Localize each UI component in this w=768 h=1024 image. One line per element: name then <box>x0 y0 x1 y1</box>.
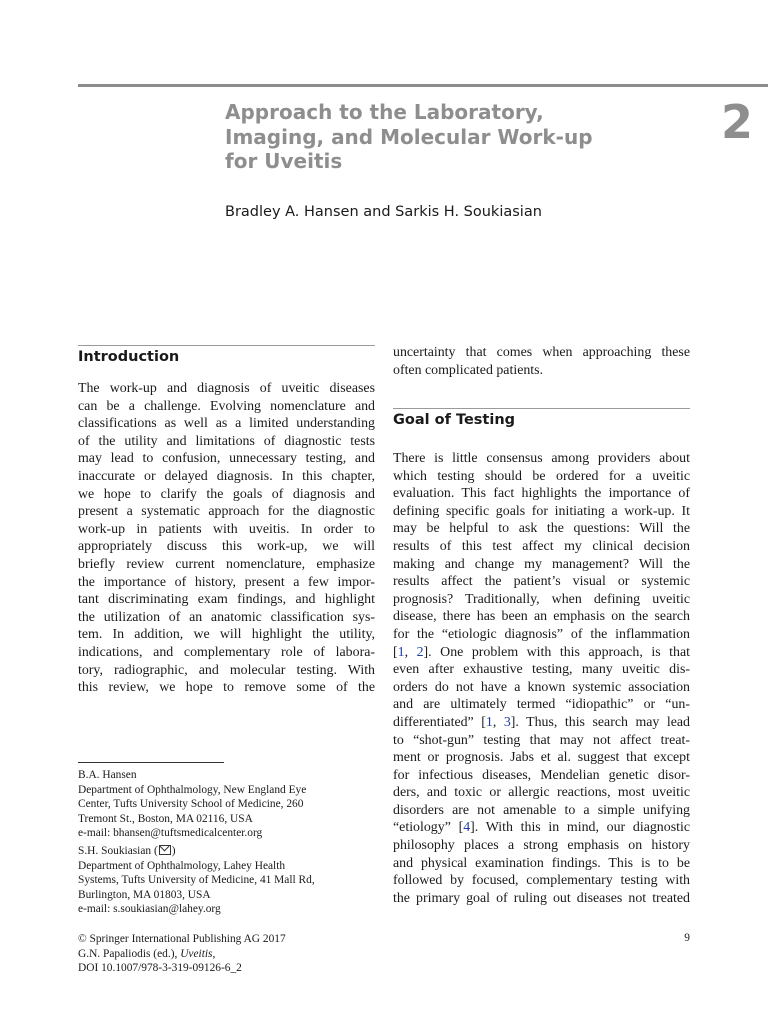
text-segment: orders do not have a known systemic association <box>393 679 690 695</box>
text-line: The work-up and diagnosis of uveitic diseases <box>78 381 375 396</box>
book-title: Uveitis <box>180 947 213 960</box>
citation-link[interactable]: 4 <box>463 820 471 836</box>
text-line <box>393 468 690 486</box>
text-segment: differentiated” [ <box>393 714 486 730</box>
chapter-title-line: for Uveitis <box>225 149 343 173</box>
footnote-rule <box>78 762 224 763</box>
text-segment: , <box>492 714 504 730</box>
text-line <box>393 855 690 873</box>
book-citation: G.N. Papaliodis (ed.), Uveitis, <box>78 947 216 960</box>
text-segment: , <box>404 644 417 660</box>
copyright: © Springer International Publishing AG 2017 <box>78 933 286 945</box>
citation-link[interactable]: 3 <box>503 714 511 730</box>
text-line <box>393 608 690 626</box>
goal-of-testing-body <box>393 450 690 907</box>
text-line: tant discriminating exam findings, and highlight <box>78 592 375 608</box>
text-line <box>393 696 690 714</box>
text-line: present a systematic approach for the diagnostic <box>78 504 375 520</box>
affiliation-line: Department of Ophthalmology, Lahey Health <box>78 859 286 872</box>
text-line: indications, and complementary role of labora- <box>78 644 375 660</box>
section-heading-introduction: Introduction <box>78 349 180 365</box>
text-segment: making and change my management? Will the <box>393 556 690 572</box>
text-segment: to “shot-gun” testing that may not affect treat- <box>393 732 690 748</box>
text-line <box>393 626 690 644</box>
text-segment: the primary goal of ruling out diseases not treated <box>393 890 690 906</box>
text-line <box>393 784 690 802</box>
text-line <box>393 714 690 732</box>
text-segment: and are ultimately termed “idiopathic” or “un- <box>393 697 690 713</box>
affiliation-line: Systems, Tufts University of Medicine, 41 Mall Rd, <box>78 874 315 887</box>
text-line <box>393 679 690 697</box>
text-line <box>393 802 690 820</box>
section-heading-goal-of-testing: Goal of Testing <box>393 412 516 428</box>
email[interactable]: e-mail: s.soukiasian@lahey.org <box>78 903 221 916</box>
text-line <box>393 591 690 609</box>
text-segment: ]. One problem with this approach, is that <box>423 644 690 660</box>
text-line: tem. In addition, we will highlight the utility, <box>78 627 375 643</box>
envelope-icon <box>159 845 171 855</box>
text-segment: ]. With this in mind, our diagnostic <box>470 820 690 836</box>
affiliation-line: Department of Ophthalmology, New England Eye <box>78 783 307 796</box>
text-line <box>393 661 690 679</box>
chapter-title-line: Imaging, and Molecular Work-up <box>225 124 593 149</box>
text-line <box>393 520 690 538</box>
text-line <box>393 732 690 750</box>
text-segment: ders, and toxic or allergic reactions, most uveitic <box>393 785 690 801</box>
text-line <box>393 450 690 468</box>
text-segment: disorders are not amenable to a simple unifying <box>393 802 690 818</box>
text-segment: ment or prognosis. Jabs et al. suggest that except <box>393 750 690 766</box>
doi[interactable]: DOI 10.1007/978-3-319-09126-6_2 <box>78 962 242 975</box>
chapter-title-line: Approach to the Laboratory, <box>225 100 544 124</box>
affiliation-hansen <box>78 768 306 841</box>
affiliation-line: B.A. Hansen <box>78 769 137 781</box>
text-segment: ]. Thus, this search may lead <box>510 714 691 730</box>
text-line: inaccurate or delayed diagnosis. In this chapter, <box>78 468 375 484</box>
text-line <box>393 556 690 574</box>
introduction-continued <box>393 344 690 379</box>
text-line <box>393 644 690 662</box>
introduction-body <box>78 380 375 697</box>
text-segment: and physical examination findings. This is to be <box>393 855 690 871</box>
text-line: briefly review current nomenclature, emphasize <box>78 556 375 572</box>
top-rule <box>78 84 768 87</box>
text-line <box>393 538 690 556</box>
authors: Bradley A. Hansen and Sarkis H. Soukiasian <box>225 204 542 220</box>
text-segment: followed by focused, complementary testing with <box>393 873 690 889</box>
email[interactable]: e-mail: bhansen@tuftsmedicalcenter.org <box>78 827 263 840</box>
text-line: tory, radiographic, and molecular testing. With <box>78 662 375 678</box>
text-segment: prognosis? Traditionally, when defining uveitic <box>393 591 690 607</box>
text-line <box>393 890 690 908</box>
text-line: appropriately discuss this work-up, we will <box>78 539 375 555</box>
chapter-number: 2 <box>720 95 753 149</box>
affiliation-line: Burlington, MA 01803, USA <box>78 888 211 901</box>
text-line: we hope to clarify the goals of diagnosis and <box>78 486 375 502</box>
text-segment: for the “etiologic diagnosis” of the inflammation <box>393 626 690 642</box>
text-segment: “etiology” [ <box>393 820 464 836</box>
affiliation-line: Tremont St., Boston, MA 02116, USA <box>78 812 253 825</box>
citation-link[interactable]: 1 <box>485 714 493 730</box>
citation-link[interactable]: 1 <box>397 644 405 660</box>
affiliation-name: S.H. Soukiasian ( ) <box>78 845 176 857</box>
text-line <box>393 503 690 521</box>
text-segment: There is little consensus among providers about <box>393 451 690 466</box>
section-rule <box>393 408 690 409</box>
text-segment: which testing should be ordered for a uveitic <box>393 468 690 484</box>
text-line <box>393 872 690 890</box>
text-line: classifications as well as a limited understanding <box>78 416 375 432</box>
text-line: often complicated patients. <box>393 362 544 378</box>
text-line: the importance of history, present a few impor- <box>78 574 375 590</box>
text-line: the utilization of an anatomic classification sys- <box>78 609 375 625</box>
citation-link[interactable]: 2 <box>416 644 424 660</box>
text-line <box>393 819 690 837</box>
text-segment: philosophy places a strong emphasis on history <box>393 838 690 854</box>
publication-footer <box>78 932 286 976</box>
text-line: may lead to confusion, unnecessary testing, and <box>78 451 375 467</box>
page-number: 9 <box>684 932 690 944</box>
text-segment: even after exhaustive testing, many uveitic dis- <box>393 662 690 678</box>
text-line: work-up in patients with uveitis. In order to <box>78 521 375 537</box>
text-line: this review, we hope to remove some of the <box>78 680 375 696</box>
text-segment: results affect the patient’s visual or systemic <box>393 574 690 590</box>
section-rule <box>78 345 375 346</box>
affiliation-soukiasian <box>78 844 315 917</box>
text-line: can be a challenge. Evolving nomenclature and <box>78 398 375 414</box>
affiliation-line: Center, Tufts University School of Medicine, 260 <box>78 798 304 811</box>
text-segment: results of this test affect my clinical decision <box>393 538 690 554</box>
text-line <box>393 573 690 591</box>
text-line <box>393 485 690 503</box>
text-segment: defining specific goals for initiating a work-up. It <box>393 503 690 519</box>
chapter-title <box>225 100 645 174</box>
text-segment: [ <box>393 644 398 660</box>
text-segment: for infectious diseases, Mendelian genetic disor- <box>393 767 690 783</box>
text-segment: disease, there has been an emphasis on the search <box>393 609 690 625</box>
text-segment: may be helpful to ask the questions: Will the <box>393 521 690 537</box>
text-line <box>393 767 690 785</box>
text-segment: evaluation. This fact highlights the importance of <box>393 486 690 502</box>
text-line: uncertainty that comes when approaching these <box>393 345 690 360</box>
text-line <box>393 837 690 855</box>
text-line <box>393 749 690 767</box>
text-line: of the utility and limitations of diagnostic tests <box>78 433 375 449</box>
